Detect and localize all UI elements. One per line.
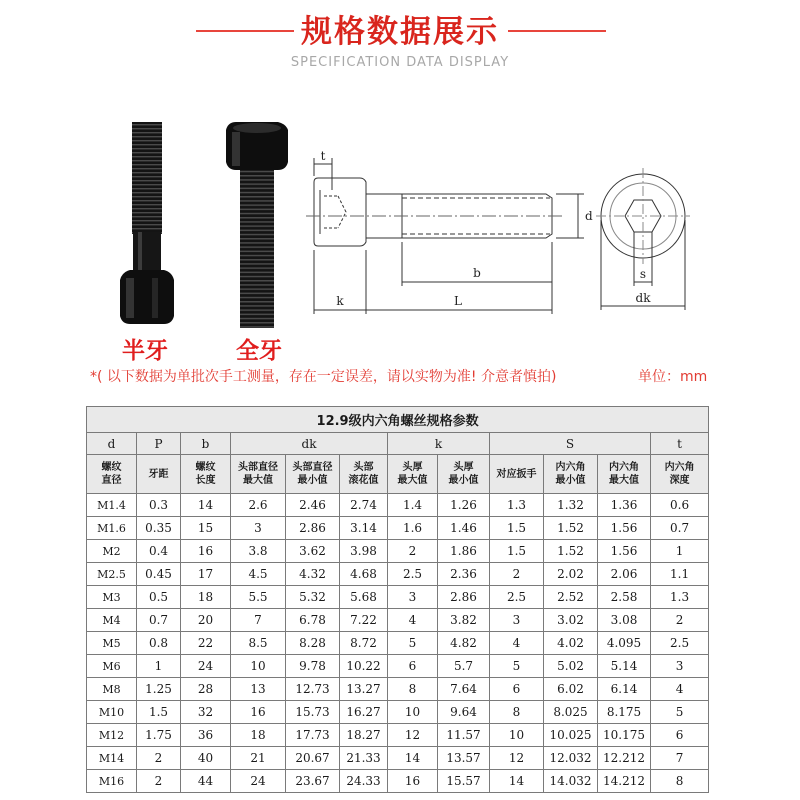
- table-cell: 1.52: [544, 540, 598, 563]
- table-cell: 10: [388, 701, 438, 724]
- table-cell: 1.56: [598, 517, 651, 540]
- table-cell: 15.73: [286, 701, 340, 724]
- table-cell: 0.7: [137, 609, 181, 632]
- row-size-cell: M1.4: [87, 494, 137, 517]
- table-cell: 6: [490, 678, 544, 701]
- table-cell: 14: [388, 747, 438, 770]
- table-row: [87, 655, 709, 678]
- table-cell: 24: [231, 770, 286, 793]
- sub-header-cell: 对应扳手: [490, 455, 544, 494]
- table-cell: 9.64: [438, 701, 490, 724]
- table-cell: 12: [388, 724, 438, 747]
- table-cell: 3: [651, 655, 709, 678]
- row-size-cell: M5: [87, 632, 137, 655]
- table-cell: 2.06: [598, 563, 651, 586]
- group-header-p: P: [137, 433, 181, 455]
- table-cell: 20.67: [286, 747, 340, 770]
- table-cell: 16: [231, 701, 286, 724]
- full-thread-bolt-image: [218, 112, 298, 332]
- table-cell: 1.75: [137, 724, 181, 747]
- table-cell: 2.86: [286, 517, 340, 540]
- table-row: [87, 632, 709, 655]
- sub-header-cell: 头部直径 最大值: [231, 455, 286, 494]
- table-cell: 5.02: [544, 655, 598, 678]
- table-cell: 2.5: [651, 632, 709, 655]
- table-cell: 2.6: [231, 494, 286, 517]
- table-cell: 15: [181, 517, 231, 540]
- sub-header-cell: 头部直径 最小值: [286, 455, 340, 494]
- dim-label-s: s: [639, 267, 647, 281]
- table-cell: 7: [651, 747, 709, 770]
- spec-table: [86, 406, 709, 793]
- table-cell: 7.22: [340, 609, 388, 632]
- table-row: [87, 724, 709, 747]
- table-title: 12.9级内六角螺丝规格参数: [87, 407, 709, 433]
- table-cell: 2.74: [340, 494, 388, 517]
- group-header-k: k: [388, 433, 490, 455]
- table-cell: 11.57: [438, 724, 490, 747]
- table-cell: 0.8: [137, 632, 181, 655]
- table-cell: 20: [181, 609, 231, 632]
- table-cell: 10.22: [340, 655, 388, 678]
- table-cell: 0.35: [137, 517, 181, 540]
- table-cell: 8: [490, 701, 544, 724]
- row-size-cell: M2: [87, 540, 137, 563]
- table-cell: 3.82: [438, 609, 490, 632]
- dim-label-d: d: [585, 209, 593, 223]
- table-cell: 13.57: [438, 747, 490, 770]
- table-cell: 8: [388, 678, 438, 701]
- table-row: [87, 563, 709, 586]
- row-size-cell: M10: [87, 701, 137, 724]
- table-cell: 8: [651, 770, 709, 793]
- table-cell: 4.095: [598, 632, 651, 655]
- table-cell: 1.52: [544, 517, 598, 540]
- row-size-cell: M3: [87, 586, 137, 609]
- row-size-cell: M14: [87, 747, 137, 770]
- group-header-t: t: [651, 433, 709, 455]
- table-cell: 1.1: [651, 563, 709, 586]
- table-cell: 10: [490, 724, 544, 747]
- table-cell: 4: [490, 632, 544, 655]
- table-row: [87, 701, 709, 724]
- row-size-cell: M1.6: [87, 517, 137, 540]
- table-cell: 2: [651, 609, 709, 632]
- table-cell: 7: [231, 609, 286, 632]
- sub-header-cell: 头部 滚花值: [340, 455, 388, 494]
- table-cell: 8.5: [231, 632, 286, 655]
- table-cell: 1.26: [438, 494, 490, 517]
- table-cell: 1.25: [137, 678, 181, 701]
- table-row: [87, 609, 709, 632]
- table-cell: 24: [181, 655, 231, 678]
- table-cell: 5.32: [286, 586, 340, 609]
- table-cell: 32: [181, 701, 231, 724]
- table-cell: 21.33: [340, 747, 388, 770]
- row-size-cell: M16: [87, 770, 137, 793]
- table-cell: 2.36: [438, 563, 490, 586]
- table-cell: 8.025: [544, 701, 598, 724]
- table-cell: 2.86: [438, 586, 490, 609]
- table-cell: 3.8: [231, 540, 286, 563]
- table-cell: 1.32: [544, 494, 598, 517]
- table-cell: 1.36: [598, 494, 651, 517]
- table-row: [87, 678, 709, 701]
- measurement-note: *( 以下数据为单批次手工测量，存在一定误差，请以实物为准! 介意者慎拍): [90, 369, 557, 385]
- table-row: [87, 586, 709, 609]
- table-cell: 28: [181, 678, 231, 701]
- table-cell: 3.14: [340, 517, 388, 540]
- table-cell: 3.98: [340, 540, 388, 563]
- sub-header-cell: 头厚 最小值: [438, 455, 490, 494]
- row-size-cell: M12: [87, 724, 137, 747]
- table-row: [87, 747, 709, 770]
- table-cell: 22: [181, 632, 231, 655]
- table-group-header-row: [87, 433, 709, 455]
- table-cell: 3.08: [598, 609, 651, 632]
- table-title-row: [87, 407, 709, 433]
- table-cell: 0.6: [651, 494, 709, 517]
- table-cell: 10: [231, 655, 286, 678]
- table-cell: 6: [651, 724, 709, 747]
- table-cell: 8.175: [598, 701, 651, 724]
- table-cell: 12.212: [598, 747, 651, 770]
- table-cell: 0.3: [137, 494, 181, 517]
- table-cell: 7.64: [438, 678, 490, 701]
- spec-table-container: [86, 406, 708, 793]
- group-header-dk: dk: [231, 433, 388, 455]
- table-cell: 3: [231, 517, 286, 540]
- table-cell: 5.14: [598, 655, 651, 678]
- table-cell: 1.6: [388, 517, 438, 540]
- table-cell: 12.032: [544, 747, 598, 770]
- sub-header-cell: 螺纹 长度: [181, 455, 231, 494]
- unit-label: 单位：mm: [638, 369, 708, 385]
- table-cell: 15.57: [438, 770, 490, 793]
- sub-header-cell: 内六角 最大值: [598, 455, 651, 494]
- dim-label-k: k: [336, 294, 344, 308]
- group-header-s: S: [490, 433, 651, 455]
- table-cell: 2: [137, 770, 181, 793]
- table-cell: 13: [231, 678, 286, 701]
- table-cell: 8.72: [340, 632, 388, 655]
- table-cell: 4.82: [438, 632, 490, 655]
- table-cell: 2.46: [286, 494, 340, 517]
- table-cell: 2.02: [544, 563, 598, 586]
- table-cell: 4.02: [544, 632, 598, 655]
- half-thread-bolt-image: [108, 112, 188, 332]
- table-cell: 16: [388, 770, 438, 793]
- table-cell: 18: [231, 724, 286, 747]
- table-cell: 6: [388, 655, 438, 678]
- table-cell: 4.68: [340, 563, 388, 586]
- table-cell: 1.46: [438, 517, 490, 540]
- table-sub-header-row: [87, 455, 709, 494]
- group-header-b: b: [181, 433, 231, 455]
- row-size-cell: M8: [87, 678, 137, 701]
- dim-label-t: t: [320, 150, 326, 163]
- table-row: [87, 494, 709, 517]
- table-cell: 44: [181, 770, 231, 793]
- table-cell: 1: [651, 540, 709, 563]
- table-cell: 0.7: [651, 517, 709, 540]
- table-cell: 24.33: [340, 770, 388, 793]
- table-cell: 1.86: [438, 540, 490, 563]
- sub-header-cell: 牙距: [137, 455, 181, 494]
- table-cell: 17: [181, 563, 231, 586]
- table-cell: 0.45: [137, 563, 181, 586]
- table-cell: 40: [181, 747, 231, 770]
- dim-label-dk: dk: [635, 291, 651, 305]
- table-cell: 16.27: [340, 701, 388, 724]
- table-cell: 0.4: [137, 540, 181, 563]
- table-cell: 18: [181, 586, 231, 609]
- table-cell: 5: [490, 655, 544, 678]
- sub-header-cell: 螺纹 直径: [87, 455, 137, 494]
- table-cell: 6.02: [544, 678, 598, 701]
- sub-header-cell: 头厚 最大值: [388, 455, 438, 494]
- row-size-cell: M6: [87, 655, 137, 678]
- table-cell: 4.5: [231, 563, 286, 586]
- table-cell: 2.52: [544, 586, 598, 609]
- table-cell: 2: [490, 563, 544, 586]
- table-cell: 3.62: [286, 540, 340, 563]
- table-cell: 2.5: [490, 586, 544, 609]
- table-cell: 1.4: [388, 494, 438, 517]
- table-cell: 3.02: [544, 609, 598, 632]
- table-cell: 1.3: [490, 494, 544, 517]
- spec-table-body: [87, 407, 709, 793]
- dim-label-b: b: [473, 266, 481, 280]
- table-cell: 16: [181, 540, 231, 563]
- table-cell: 1.5: [490, 540, 544, 563]
- table-cell: 36: [181, 724, 231, 747]
- table-cell: 18.27: [340, 724, 388, 747]
- table-cell: 10.025: [544, 724, 598, 747]
- page-subtitle: SPECIFICATION DATA DISPLAY: [290, 55, 510, 70]
- table-cell: 4: [651, 678, 709, 701]
- table-cell: 17.73: [286, 724, 340, 747]
- table-cell: 6.78: [286, 609, 340, 632]
- table-cell: 6.14: [598, 678, 651, 701]
- row-size-cell: M2.5: [87, 563, 137, 586]
- table-cell: 14.212: [598, 770, 651, 793]
- sub-header-cell: 内六角 深度: [651, 455, 709, 494]
- table-cell: 2: [388, 540, 438, 563]
- table-row: [87, 540, 709, 563]
- table-cell: 1.5: [490, 517, 544, 540]
- table-cell: 1: [137, 655, 181, 678]
- table-row: [87, 517, 709, 540]
- table-cell: 4: [388, 609, 438, 632]
- table-cell: 14.032: [544, 770, 598, 793]
- table-cell: 0.5: [137, 586, 181, 609]
- table-cell: 3: [490, 609, 544, 632]
- group-header-d: d: [87, 433, 137, 455]
- sub-header-cell: 内六角 最小值: [544, 455, 598, 494]
- table-cell: 10.175: [598, 724, 651, 747]
- table-cell: 13.27: [340, 678, 388, 701]
- table-cell: 2.58: [598, 586, 651, 609]
- half-thread-label: 半牙: [122, 338, 168, 364]
- table-cell: 5.5: [231, 586, 286, 609]
- table-cell: 1.3: [651, 586, 709, 609]
- table-cell: 3: [388, 586, 438, 609]
- table-cell: 5: [651, 701, 709, 724]
- table-cell: 9.78: [286, 655, 340, 678]
- table-cell: 2.5: [388, 563, 438, 586]
- table-cell: 1.56: [598, 540, 651, 563]
- page-title: 规格数据展示: [301, 14, 499, 50]
- bolt-dimension-drawing: [300, 150, 700, 326]
- table-row: [87, 770, 709, 793]
- table-cell: 5.68: [340, 586, 388, 609]
- table-cell: 1.5: [137, 701, 181, 724]
- table-cell: 23.67: [286, 770, 340, 793]
- table-cell: 14: [490, 770, 544, 793]
- row-size-cell: M4: [87, 609, 137, 632]
- table-cell: 21: [231, 747, 286, 770]
- table-cell: 5.7: [438, 655, 490, 678]
- table-cell: 12: [490, 747, 544, 770]
- full-thread-label: 全牙: [236, 338, 282, 364]
- table-cell: 14: [181, 494, 231, 517]
- table-cell: 2: [137, 747, 181, 770]
- table-cell: 4.32: [286, 563, 340, 586]
- table-cell: 5: [388, 632, 438, 655]
- table-cell: 8.28: [286, 632, 340, 655]
- dim-label-L: L: [454, 294, 462, 308]
- table-cell: 12.73: [286, 678, 340, 701]
